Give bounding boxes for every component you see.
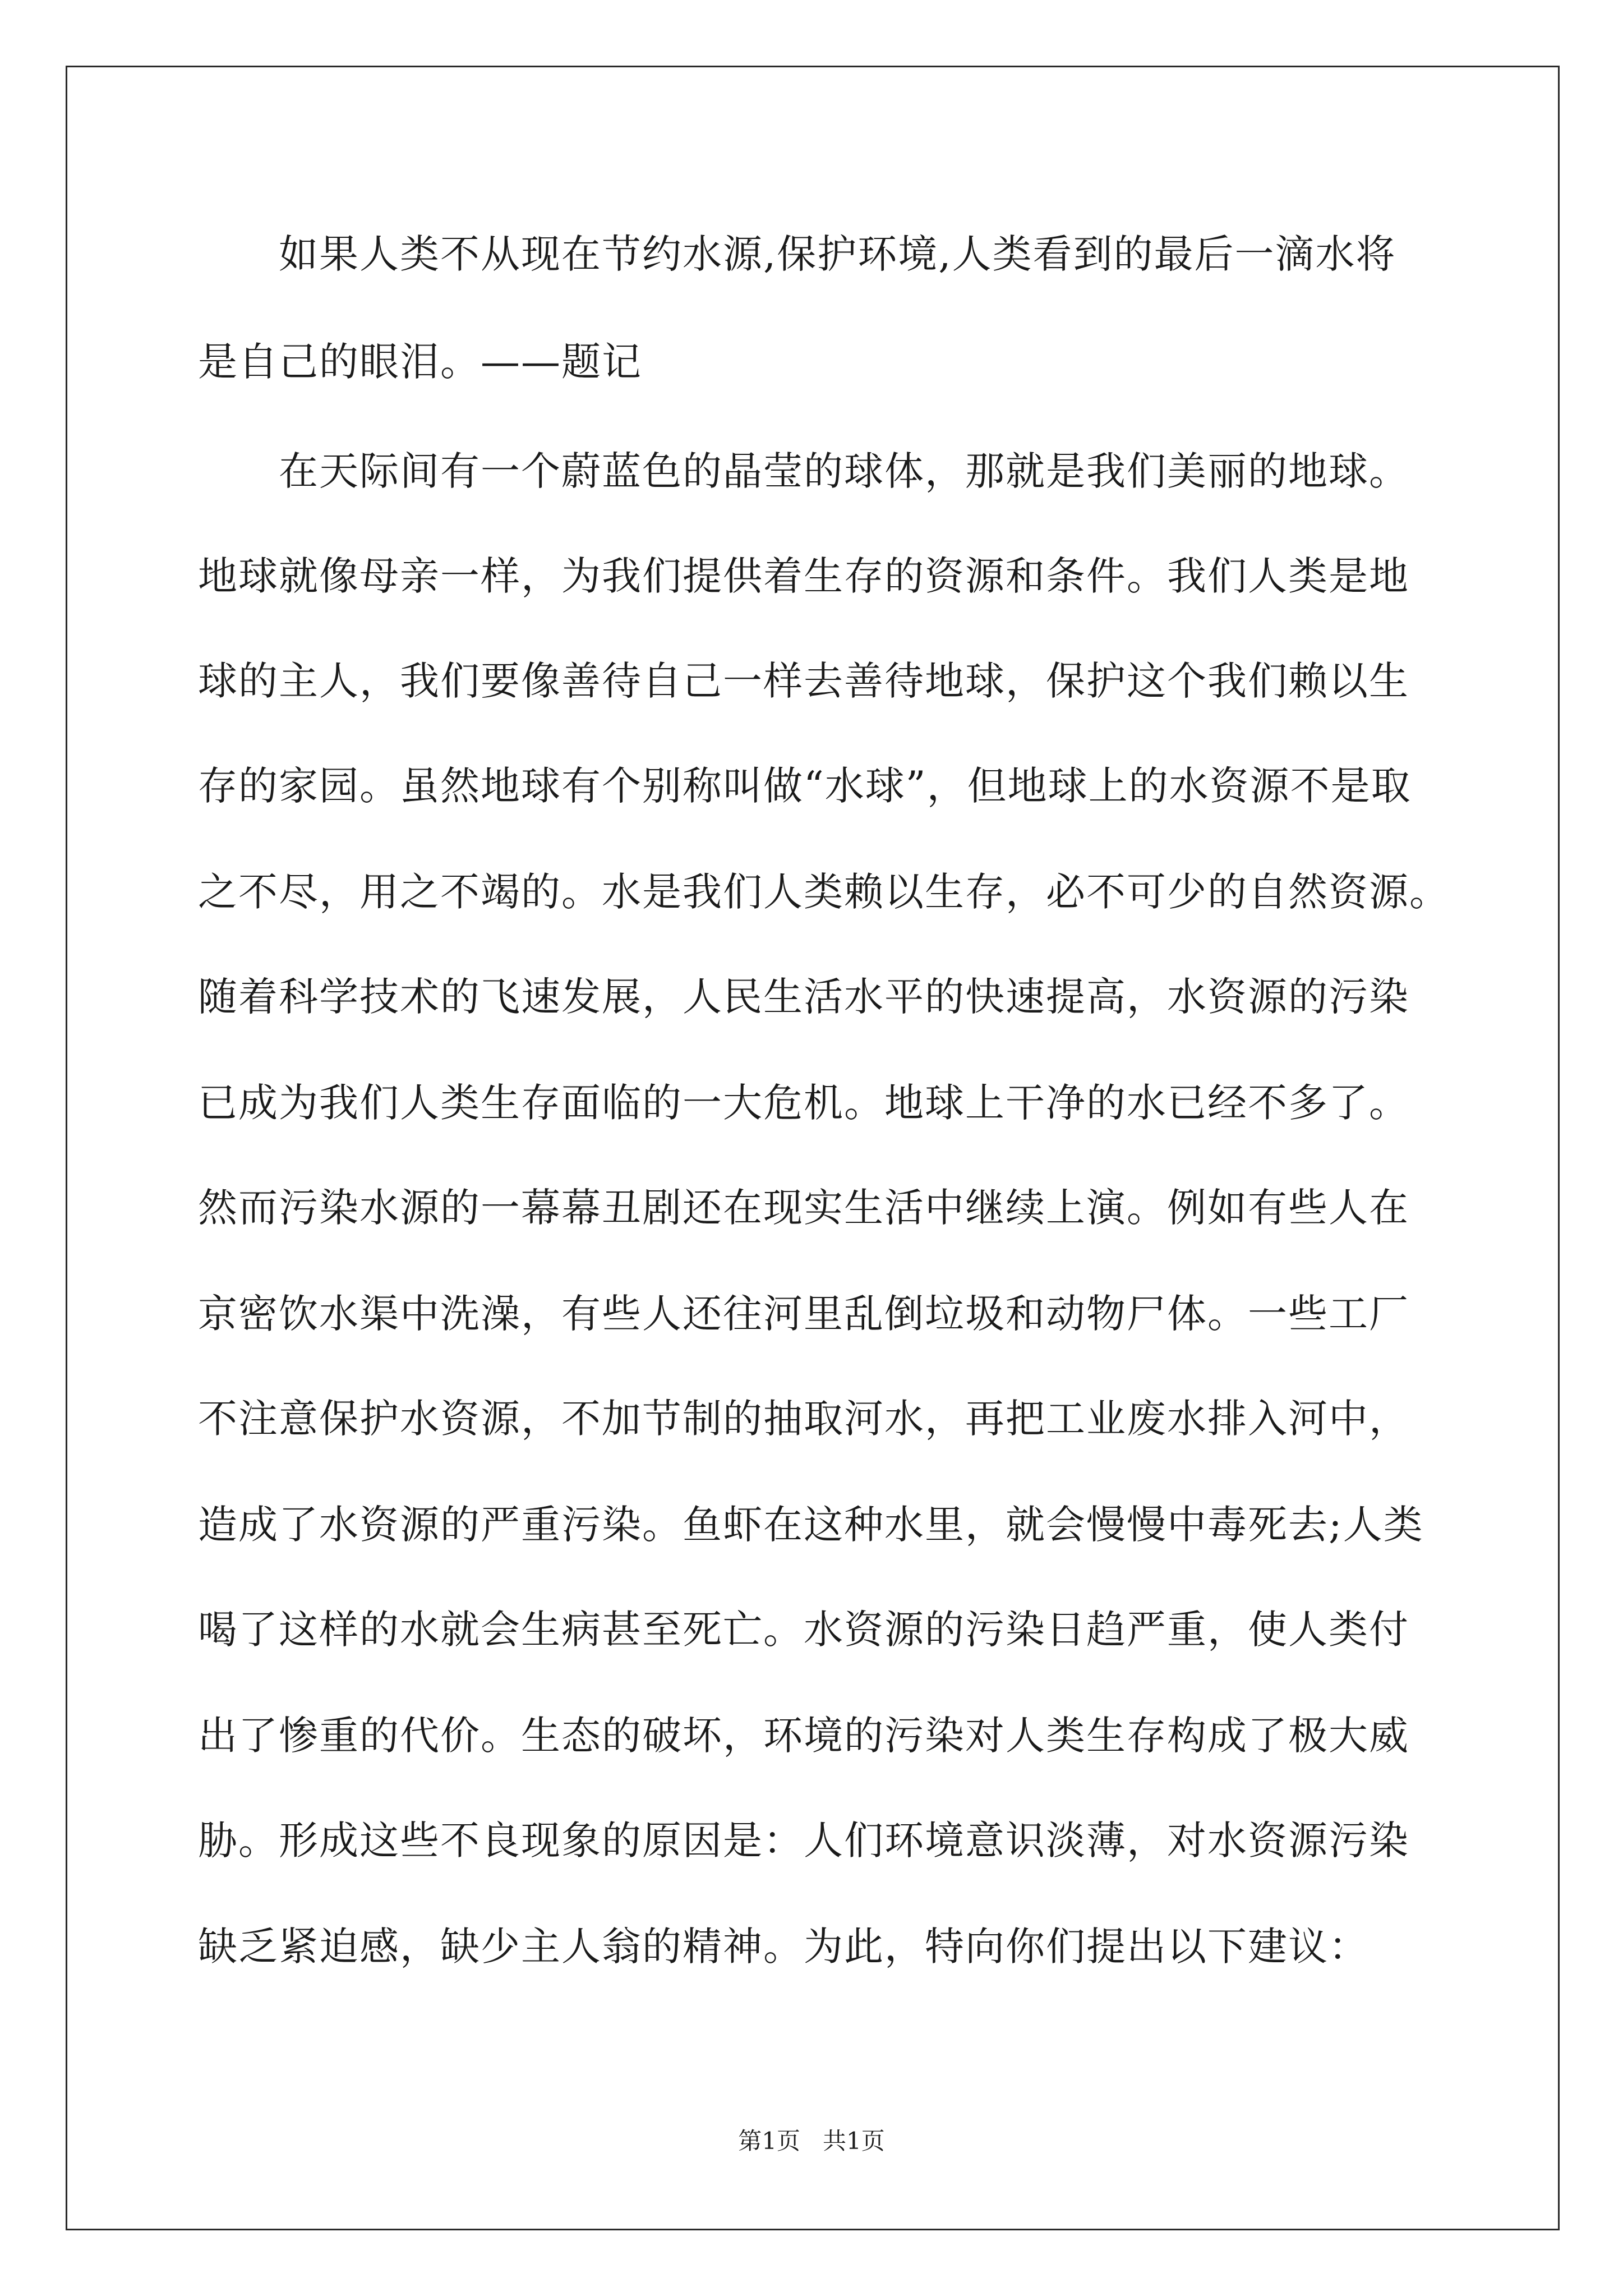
- text-line: 在天际间有一个蔚蓝色的晶莹的球体，那就是我们美丽的地球。: [279, 448, 1409, 494]
- text-line: 造成了水资源的严重污染。鱼虾在这种水里，就会慢慢中毒死去;人类: [198, 1502, 1424, 1548]
- text-line: 胁。形成这些不良现象的原因是：人们环境意识淡薄，对水资源污染: [198, 1818, 1409, 1864]
- text-line: 喝了这样的水就会生病甚至死亡。水资源的污染日趋严重，使人类付: [198, 1607, 1409, 1653]
- text-line: 存的家园。虽然地球有个别称叫做“水球”，但地球上的水资源不是取: [198, 763, 1412, 809]
- text-line: 如果人类不从现在节约水源,保护环境,人类看到的最后一滴水将: [279, 231, 1396, 277]
- text-line: 缺乏紧迫感，缺少主人翁的精神。为此，特向你们提出以下建议：: [198, 1924, 1369, 1970]
- text-line: 出了惨重的代价。生态的破坏，环境的污染对人类生存构成了极大威: [198, 1713, 1409, 1759]
- text-line: 京密饮水渠中洗澡，有些人还往河里乱倒垃圾和动物尸体。一些工厂: [198, 1291, 1409, 1337]
- text-line: 然而污染水源的一幕幕丑剧还在现实生活中继续上演。例如有些人在: [198, 1185, 1409, 1231]
- text-line: 已成为我们人类生存面临的一大危机。地球上干净的水已经不多了。: [198, 1080, 1409, 1126]
- text-line: 不注意保护水资源，不加节制的抽取河水，再把工业废水排入河中，: [198, 1396, 1409, 1442]
- text-line: 随着科学技术的飞速发展，人民生活水平的快速提高，水资源的污染: [198, 974, 1409, 1020]
- text-line: 之不尽，用之不竭的。水是我们人类赖以生存，必不可少的自然资源。: [198, 869, 1450, 915]
- text-line: 球的主人，我们要像善待自己一样去善待地球，保护这个我们赖以生: [198, 658, 1409, 704]
- text-line: 地球就像母亲一样，为我们提供着生存的资源和条件。我们人类是地: [198, 553, 1409, 599]
- text-line: 是自己的眼泪。——题记: [198, 339, 642, 385]
- page-footer: 第1页 共1页: [738, 2127, 885, 2155]
- page-border: [66, 66, 1560, 2230]
